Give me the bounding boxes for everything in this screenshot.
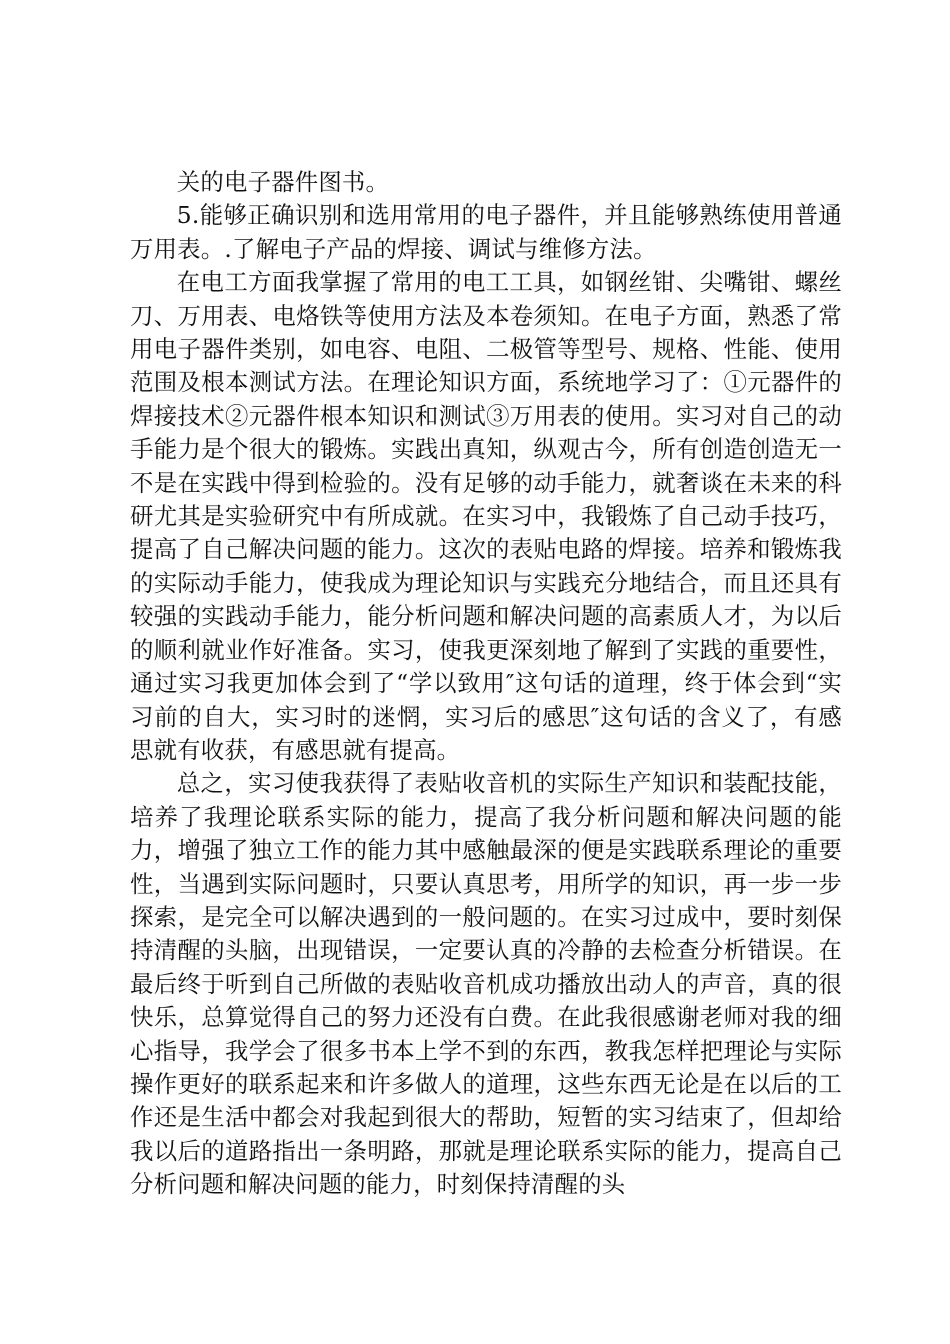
paragraph-summary: 总之，实习使我获得了表贴收音机的实际生产知识和装配技能，培养了我理论联系实际的能力，提高了我分析问题和解决问题的能力，增强了独立工作的能力其中感触最深的便是实践联系理论的重要性，当遇到实际问题时，只要认真思考，用所学的知识，再一步一步探索，是完全可以解决遇到的一般问题的。在实习过成中，要时刻保持清醒的头脑，出现错误，一定要认真的冷静的去检查分析错误。在最后终于听到自己所做的表贴收音机成功播放出动人的声音，真的很快乐，总算觉得自己的努力还没有白费。在此我很感谢老师对我的细心指导，我学会了很多书本上学不到的东西，教我怎样把理论与实际操作更好的联系起来和许多做人的道理，这些东西无论是在以后的工作还是生活中都会对我起到很大的帮助，短暂的实习结束了，但却给我以后的道路指出一条明路，那就是理论联系实际的能力，提高自己分析问题和解决问题的能力，时刻保持清醒的头 xyxy=(130,769,842,1199)
body-text xyxy=(130,166,842,1202)
paragraph-electrical-skills: 在电工方面我掌握了常用的电工工具，如钢丝钳、尖嘴钳、螺丝刀、万用表、电烙铁等使用方法及本卷须知。在电子方面，熟悉了常用电子器件类别，如电容、电阻、二极管等型号、规格、性能、使用范围及根本测试方法。在理论知识方面，系统地学习了：①元器件的焊接技术②元器件根本知识和测试③万用表的使用。实习对自己的动手能力是个很大的锻炼。实践出真知，纵观古今，所有创造创造无一不是在实践中得到检验的。没有足够的动手能力，就奢谈在未来的科研尤其是实验研究中有所成就。在实习中，我锻炼了自己动手技巧，提高了自己解决问题的能力。这次的表贴电路的焊接。培养和锻炼我的实际动手能力，使我成为理论知识与实践充分地结合，而且还具有较强的实践动手能力，能分析问题和解决问题的高素质人才，为以后的顺利就业作好准备。实习，使我更深刻地了解到了实践的重要性，通过实习我更加体会到了“学以致用″这句话的道理，终于体会到“实习前的自大，实习时的迷惘，实习后的感思″这句话的含义了，有感思就有收获，有感思就有提高。 xyxy=(130,268,842,764)
paragraph-continued: 关的电子器件图书。 xyxy=(176,168,390,196)
paragraph-item-5: 5.能够正确识别和选用常用的电子器件，并且能够熟练使用普通万用表。.了解电子产品的焊接、调试与维修方法。 xyxy=(130,201,842,263)
